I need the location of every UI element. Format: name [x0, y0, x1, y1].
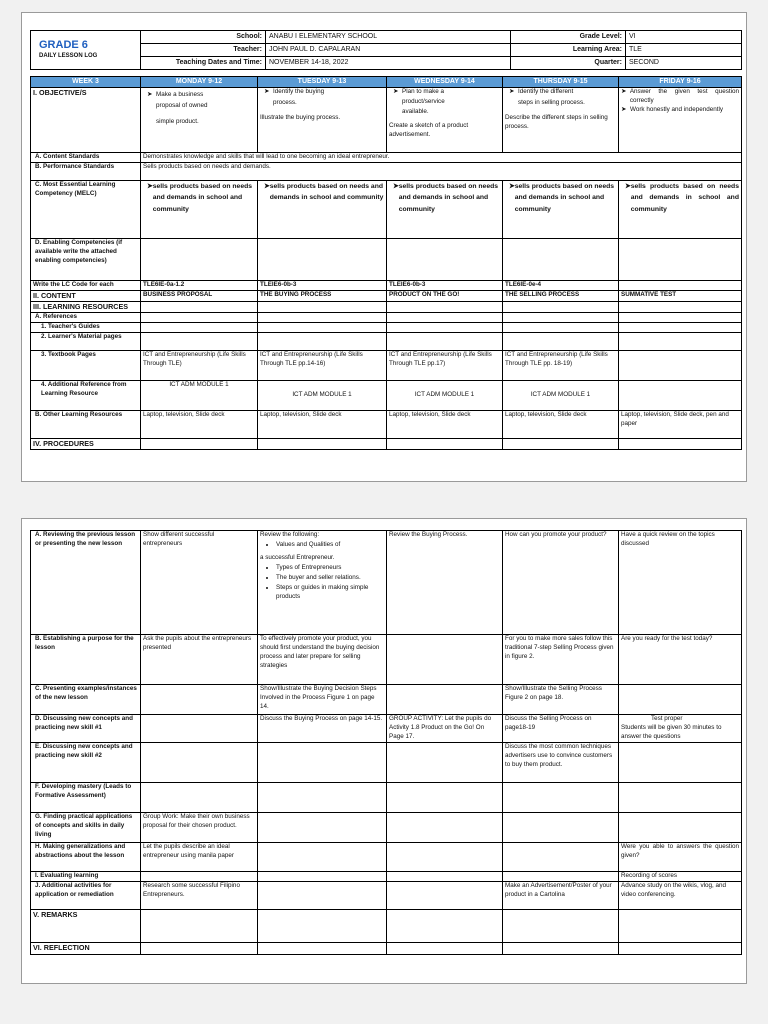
page-2: [21, 518, 747, 984]
proc-g-label: G. Finding practical applications of concepts and skills in daily living: [31, 812, 141, 842]
header-table: [30, 30, 742, 70]
other-wed: Laptop, television, Slide deck: [387, 411, 503, 439]
melc-wed-text: sells products based on needs and demands in school and community: [398, 182, 499, 213]
proc-a-tue-bullet1: • Values and Qualities of: [276, 541, 384, 550]
enabling-tue: [258, 238, 387, 280]
obj-thu-line1: Identify the different: [518, 87, 574, 95]
proc-i-row: [31, 871, 742, 881]
proc-d-fri: [619, 715, 742, 743]
content-mon: BUSINESS PROPOSAL: [141, 290, 258, 301]
proc-c-label: C. Presenting examples/instances of the new lesson: [31, 685, 141, 715]
proc-a-label: A. Reviewing the previous lesson or presenting the new lesson: [31, 531, 141, 635]
proc-a-tue: [258, 531, 387, 635]
enabling-mon: [141, 238, 258, 280]
textbook-mon: ICT and Entrepreneurship (Life Skills Through TLE): [141, 351, 258, 381]
textbook-fri: [619, 351, 742, 381]
wednesday-header: WEDNESDAY 9-14: [387, 77, 503, 88]
grade-title: GRADE 6: [39, 39, 88, 52]
content-tue: THE BUYING PROCESS: [258, 290, 387, 301]
obj-fri-line2: Work honestly and independently: [630, 105, 723, 113]
arrow-bullet-icon: ➤: [509, 87, 515, 95]
enabling-thu: [503, 238, 619, 280]
thursday-header: THURSDAY 9-15: [503, 77, 619, 88]
module-thu: ICT ADM MODULE 1: [503, 381, 619, 411]
arrow-bullet-icon: ➤: [393, 87, 399, 95]
reflection-row: [31, 942, 742, 954]
performance-standards-text: Sells products based on needs and demands.: [141, 162, 742, 180]
melc-fri-text: sells products based on needs and demands in school and community: [630, 182, 739, 213]
school-value: ANABU I ELEMENTARY SCHOOL: [266, 31, 511, 44]
enabling-row: [31, 238, 742, 280]
textbook-row: [31, 351, 742, 381]
obj-thu-line2: steps in selling process.: [518, 98, 585, 106]
quarter-value: SECOND: [626, 56, 742, 69]
proc-e-thu: Discuss the most common techniques advertisers use to convince customers to buy them product.: [503, 742, 619, 782]
proc-d-fri-line2: Students will be given 30 minutes to answer the questions: [621, 723, 722, 740]
dates-value: NOVEMBER 14-18, 2022: [266, 56, 511, 69]
learning-area-label: Learning Area:: [511, 43, 626, 56]
obj-mon-line2: proposal of owned: [156, 101, 208, 109]
log-title: DAILY LESSON LOG: [39, 53, 98, 60]
proc-c-mon: [141, 685, 258, 715]
teachers-guides-label: 1. Teacher's Guides: [31, 323, 141, 333]
arrow-bullet-icon: ➤: [621, 87, 627, 95]
proc-j-mon: Research some successful Filipino Entrepreneurs.: [141, 881, 258, 909]
obj-tue-line3: Illustrate the buying process.: [260, 113, 341, 121]
proc-a-tue-bullet3: • The buyer and seller relations.: [276, 574, 384, 583]
obj-fri-line1: Answer the given test question correctly: [629, 87, 739, 104]
proc-c-wed: [387, 685, 503, 715]
objective-thursday: [503, 87, 619, 152]
proc-e-row: [31, 742, 742, 782]
performance-standards-row: [31, 162, 742, 180]
textbook-thu: ICT and Entrepreneurship (Life Skills Through TLE pp. 18-19): [503, 351, 619, 381]
quarter-label: Quarter:: [511, 56, 626, 69]
proc-d-fri-line1: Test proper: [651, 715, 683, 722]
arrow-bullet-icon: ➤: [147, 182, 153, 190]
proc-c-thu: Show/Illustrate the Selling Process Figure 2 on page 18.: [503, 685, 619, 715]
learning-area-value: TLE: [626, 43, 742, 56]
module-wed: ICT ADM MODULE 1: [387, 381, 503, 411]
obj-wed-line4: Create a sketch of a product advertisement.: [389, 121, 469, 138]
proc-i-fri: Recording of scores: [619, 871, 742, 881]
module-fri: [619, 381, 742, 411]
enabling-label: D. Enabling Competencies (if available write the attached enabling competencies): [31, 238, 141, 280]
proc-h-mon: Let the pupils describe an ideal entrepreneur using manila paper: [141, 842, 258, 871]
melc-mon-text: sells products based on needs and demands in school and community: [152, 182, 253, 213]
objective-wednesday: [387, 87, 503, 152]
lesson-table-2: [30, 530, 742, 955]
proc-g-row: [31, 812, 742, 842]
other-fri: Laptop, television, Slide deck, pen and paper: [619, 411, 742, 439]
grade-block: [31, 31, 141, 70]
melc-friday: [619, 180, 742, 238]
proc-a-tue-mid: a successful Entrepreneur.: [260, 553, 335, 561]
lc-code-label: Write the LC Code for each: [31, 280, 141, 290]
objective-monday: [141, 87, 258, 152]
lc-code-thu: TLE6IE-0e-4: [503, 280, 619, 290]
arrow-bullet-icon: ➤: [625, 182, 631, 190]
friday-header: FRIDAY 9-16: [619, 77, 742, 88]
proc-h-label: H. Making generalizations and abstractions about the lesson: [31, 842, 141, 871]
proc-a-fri: Have a quick review on the topics discussed: [619, 531, 742, 635]
procedures-row: [31, 439, 742, 450]
enabling-wed: [387, 238, 503, 280]
proc-f-label: F. Developing mastery (Leads to Formative Assessment): [31, 782, 141, 812]
arrow-bullet-icon: ➤: [509, 182, 515, 190]
remarks-row: [31, 909, 742, 942]
teacher-value: JOHN PAUL D. CAPALARAN: [266, 43, 511, 56]
content-thu: THE SELLING PROCESS: [503, 290, 619, 301]
teacher-label: Teacher:: [141, 43, 266, 56]
proc-b-mon: Ask the pupils about the entrepreneurs presented: [141, 635, 258, 685]
melc-row: [31, 180, 742, 238]
textbook-tue: ICT and Entrepreneurship (Life Skills Through TLE pp.14-16): [258, 351, 387, 381]
proc-j-fri: Advance study on the wikis, vlog, and video conferencing.: [619, 881, 742, 909]
proc-d-row: [31, 715, 742, 743]
lc-code-fri: [619, 280, 742, 290]
content-fri: SUMMATIVE TEST: [619, 290, 742, 301]
additional-reference-label: 4. Additional Reference from Learning Resource: [31, 381, 141, 411]
proc-d-mon: [141, 715, 258, 743]
lc-code-mon: TLE6IE-0a-1.2: [141, 280, 258, 290]
melc-label: C. Most Essential Learning Competency (MELC): [31, 180, 141, 238]
textbook-wed: ICT and Entrepreneurship (Life Skills Through TLE pp.17): [387, 351, 503, 381]
lesson-table-1: [30, 76, 742, 450]
proc-e-label: E. Discussing new concepts and practicing new skill #2: [31, 742, 141, 782]
proc-a-tue-intro: Review the following:: [260, 531, 320, 538]
proc-c-row: [31, 685, 742, 715]
lc-code-wed: TLEIE6-0b-3: [387, 280, 503, 290]
obj-mon-line1: Make a business: [156, 90, 204, 98]
content-row: [31, 290, 742, 301]
proc-a-tue-bullet2: • Types of Entrepreneurs: [276, 564, 384, 573]
proc-d-wed: GROUP ACTIVITY: Let the pupils do Activity 1.8 Product on the Go! On Page 17.: [387, 715, 503, 743]
arrow-bullet-icon: ➤: [393, 182, 399, 190]
other-tue: Laptop, television, Slide deck: [258, 411, 387, 439]
other-thu: Laptop, television, Slide deck: [503, 411, 619, 439]
objectives-row: [31, 87, 742, 152]
obj-mon-line3: simple product.: [156, 117, 199, 125]
proc-f-row: [31, 782, 742, 812]
lc-code-tue: TLEIE6-0b-3: [258, 280, 387, 290]
melc-thursday: [503, 180, 619, 238]
module-mon: ICT ADM MODULE 1: [141, 381, 258, 411]
proc-j-row: [31, 881, 742, 909]
content-standards-row: [31, 152, 742, 162]
objective-friday: [619, 87, 742, 152]
melc-tuesday: [258, 180, 387, 238]
learners-materials-label: 2. Learner's Material pages: [31, 333, 141, 351]
monday-header: MONDAY 9-12: [141, 77, 258, 88]
proc-c-tue: Show/Illustrate the Buying Decision Steps Involved in the Process Figure 1 on page 14.: [258, 685, 387, 715]
proc-c-fri: [619, 685, 742, 715]
proc-a-thu: How can you promote your product?: [503, 531, 619, 635]
proc-a-row: [31, 531, 742, 635]
proc-b-wed: [387, 635, 503, 685]
proc-i-label: I. Evaluating learning: [31, 871, 141, 881]
days-header-row: [31, 77, 742, 88]
proc-a-mon: Show different successful entrepreneurs: [141, 531, 258, 635]
resources-row: [31, 302, 742, 313]
obj-wed-line3: available.: [402, 107, 429, 115]
arrow-bullet-icon: ➤: [147, 90, 153, 98]
melc-tue-text: sells products based on needs and demands in school and community: [269, 182, 384, 202]
proc-b-row: [31, 635, 742, 685]
obj-thu-line3: Describe the different steps in selling process.: [505, 113, 608, 130]
proc-g-mon: Group Work: Make their own business proposal for their chosen product.: [141, 812, 258, 842]
proc-d-label: D. Discussing new concepts and practicing new skill #1: [31, 715, 141, 743]
obj-tue-line1: Identify the buying: [273, 87, 325, 95]
reflection-label: VI. REFLECTION: [31, 942, 141, 954]
other-resources-label: B. Other Learning Resources: [31, 411, 141, 439]
content-standards-label: A. Content Standards: [31, 152, 141, 162]
teachers-guides-row: [31, 323, 742, 333]
obj-tue-line2: process.: [273, 98, 297, 106]
objectives-label: I. OBJECTIVE/S: [31, 87, 141, 152]
obj-wed-line2: product/service: [402, 97, 445, 105]
proc-d-tue: Discuss the Buying Process on page 14-15.: [258, 715, 387, 743]
arrow-bullet-icon: ➤: [264, 182, 270, 190]
objective-tuesday: [258, 87, 387, 152]
proc-h-fri: Were you able to answers the question given?: [619, 842, 742, 871]
performance-standards-label: B. Performance Standards: [31, 162, 141, 180]
proc-j-thu: Make an Advertisement/Poster of your product in a Cartolina: [503, 881, 619, 909]
arrow-bullet-icon: ➤: [621, 105, 627, 113]
additional-reference-row: [31, 381, 742, 411]
proc-d-thu: Discuss the Selling Process on page18-19: [503, 715, 619, 743]
grade-level-label: Grade Level:: [511, 31, 626, 44]
references-row: [31, 313, 742, 323]
module-tue: ICT ADM MODULE 1: [258, 381, 387, 411]
content-wed: PRODUCT ON THE GO!: [387, 290, 503, 301]
textbook-label: 3. Textbook Pages: [31, 351, 141, 381]
arrow-bullet-icon: ➤: [264, 87, 270, 95]
lc-code-row: [31, 280, 742, 290]
week-header: WEEK 3: [31, 77, 141, 88]
references-label: A. References: [31, 313, 141, 323]
tuesday-header: TUESDAY 9-13: [258, 77, 387, 88]
page-1: [21, 12, 747, 482]
proc-h-row: [31, 842, 742, 871]
proc-j-label: J. Additional activities for application or remediation: [31, 881, 141, 909]
melc-thu-text: sells products based on needs and demands in school and community: [514, 182, 615, 213]
resources-label: III. LEARNING RESOURCES: [31, 302, 141, 313]
obj-wed-line1: Plan to make a: [402, 87, 445, 95]
proc-a-tue-bullet4: • Steps or guides in making simple products: [276, 584, 384, 602]
content-label: II. CONTENT: [31, 290, 141, 301]
proc-a-wed: Review the Buying Process.: [387, 531, 503, 635]
other-resources-row: [31, 411, 742, 439]
proc-b-tue: To effectively promote your product, you should first understand the buying decision process and later prepare for selling strategies: [258, 635, 387, 685]
melc-monday: [141, 180, 258, 238]
dates-label: Teaching Dates and Time:: [141, 56, 266, 69]
procedures-label: IV. PROCEDURES: [31, 439, 141, 450]
school-label: School:: [141, 31, 266, 44]
proc-b-fri: Are you ready for the test today?: [619, 635, 742, 685]
grade-level-value: VI: [626, 31, 742, 44]
melc-wednesday: [387, 180, 503, 238]
proc-b-thu: For you to make more sales follow this traditional 7-step Selling Process given in figure 2.: [503, 635, 619, 685]
learners-materials-row: [31, 333, 742, 351]
enabling-fri: [619, 238, 742, 280]
other-mon: Laptop, television, Slide deck: [141, 411, 258, 439]
proc-b-label: B. Establishing a purpose for the lesson: [31, 635, 141, 685]
remarks-label: V. REMARKS: [31, 909, 141, 942]
content-standards-text: Demonstrates knowledge and skills that will lead to one becoming an ideal entrepreneur.: [141, 152, 742, 162]
